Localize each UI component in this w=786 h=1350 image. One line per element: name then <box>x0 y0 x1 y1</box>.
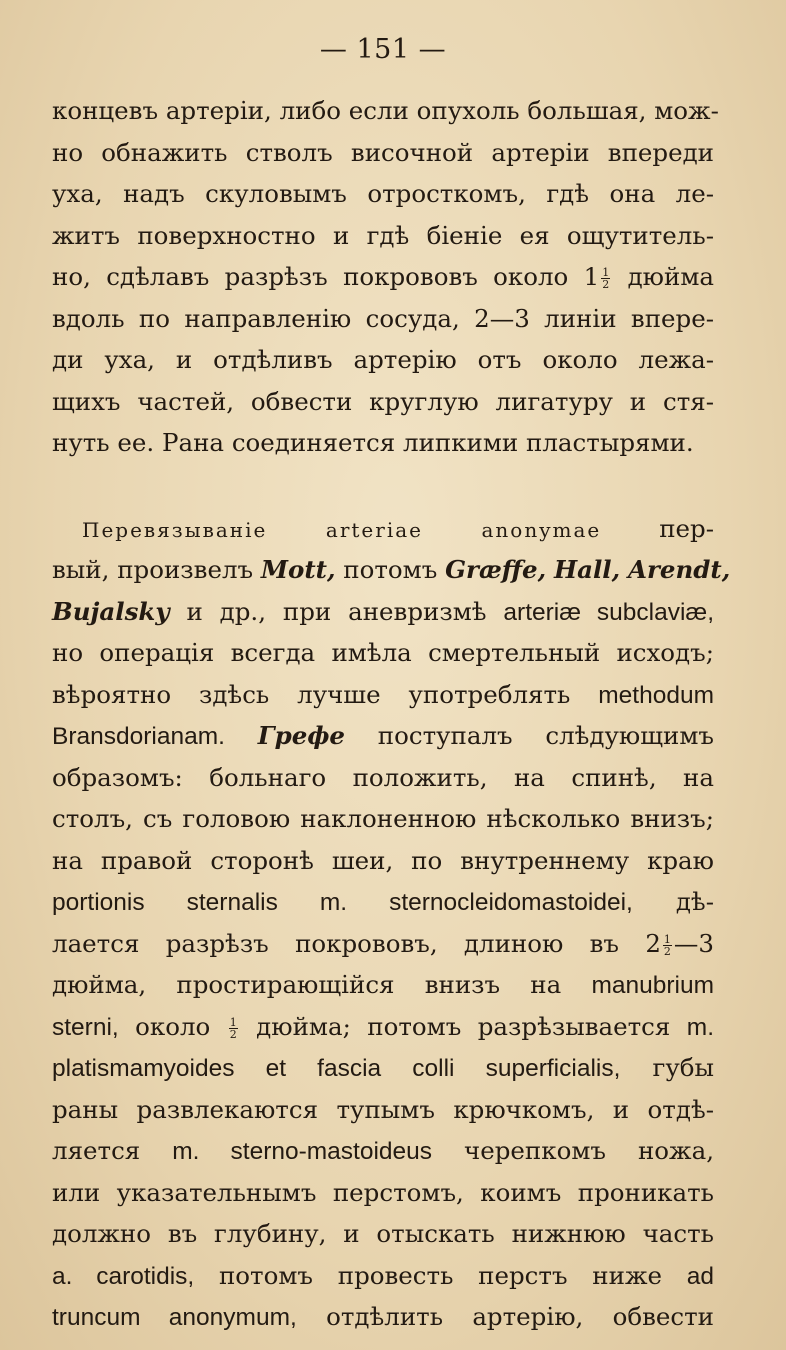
text-line: раны развлекаются тупымъ крючкомъ, и отдѣ- <box>52 1094 714 1124</box>
latin-term: sterni, <box>52 1013 119 1041</box>
text-segment: губы <box>620 1053 714 1082</box>
fraction-denominator: 2 <box>229 1027 237 1041</box>
text-segment: дюйма <box>612 262 715 291</box>
text-line <box>52 964 714 1006</box>
paragraph-temporal-artery <box>52 90 719 464</box>
text-line: но обнажить стволъ височной артерiи впереди <box>52 137 714 167</box>
latin-term: m. sterno-mastoideus <box>172 1138 433 1165</box>
text-segment: вый, произвелъ <box>52 555 261 584</box>
text-segment: черепкомъ ножа, <box>432 1136 714 1165</box>
surgeon-name: Hall, <box>553 555 621 584</box>
text-line: концевъ артерiи, либо если опухоль большая, мож- <box>52 96 719 125</box>
latin-term: platismamyoides et fascia colli superficialis, <box>52 1055 621 1082</box>
text-line <box>52 256 714 298</box>
text-segment: вѣроятно здѣсь лучше употреблять <box>52 679 599 709</box>
text-line: житъ поверхностно и гдѣ бiенiе ея ощутитель- <box>52 220 714 250</box>
surgeon-name: Bujalsky <box>52 596 170 626</box>
text-line: но операцiя всегда имѣла смертельный исходъ; <box>52 638 714 667</box>
surgeon-name: Грефе <box>257 721 346 750</box>
text-line <box>52 549 731 591</box>
text-segment: потомъ <box>335 555 446 584</box>
text-line <box>52 1047 714 1089</box>
text-line: или указательнымъ перстомъ, коимъ проникать <box>52 1177 714 1207</box>
fraction <box>601 267 610 290</box>
text-segment: дюйма; потомъ разрѣзывается <box>239 1011 687 1041</box>
text-line <box>52 1255 714 1297</box>
text-segment: поступалъ слѣдующимъ <box>345 721 715 750</box>
surgeon-name: Mott, <box>260 555 336 584</box>
text-line <box>52 1130 714 1172</box>
text-line: образомъ: больнаго положить, на спинѣ, на <box>52 762 714 792</box>
fraction-numerator: 1 <box>602 266 610 279</box>
fraction <box>229 1017 238 1040</box>
text-line <box>52 674 714 716</box>
text-segment: отдѣлить артерiю, обвести <box>296 1302 714 1331</box>
fraction-denominator: 2 <box>602 278 610 291</box>
text-line <box>52 881 714 923</box>
text-line <box>52 1296 714 1338</box>
paragraph-anonymous-artery <box>52 508 731 1338</box>
text-segment: но, сдѣлавъ разрѣзъ покрововъ около 1 <box>52 262 600 291</box>
fraction-numerator: 1 <box>229 1015 237 1029</box>
paragraph-gap <box>52 464 714 508</box>
text-segment: и др., при аневризмѣ <box>169 596 504 626</box>
text-segment: пер- <box>601 513 714 543</box>
text-line: нуть ее. Рана соединяется липкими пластырями. <box>52 428 694 457</box>
text-line: вдоль по направленiю сосуда, 2—3 линiи впере- <box>52 303 714 333</box>
text-line: должно въ глубину, и отыскать нижнюю часть <box>52 1219 714 1248</box>
text-segment: дѣ- <box>632 887 714 916</box>
text-line <box>52 1006 714 1048</box>
surgeon-name: Arendt, <box>627 555 731 584</box>
text-line: на правой сторонѣ шеи, по внутреннему краю <box>52 845 714 875</box>
surgeon-name: Græffe, <box>445 555 547 584</box>
fraction-numerator: 1 <box>663 932 671 946</box>
section-heading: Перевязыванiе arteriae anonymae <box>82 517 602 542</box>
fraction <box>663 934 672 957</box>
text-segment: лается разрѣзъ покрововъ, длиною въ 2 <box>52 928 661 958</box>
latin-term: Bransdorianam. <box>52 723 225 750</box>
text-line: уха, надъ скуловымъ отросткомъ, гдѣ она ле- <box>52 179 714 208</box>
latin-term: a. carotidis, <box>52 1262 195 1290</box>
latin-term: manubrium <box>591 972 714 999</box>
latin-term: ad <box>686 1262 714 1290</box>
latin-term: truncum anonymum, <box>52 1304 297 1331</box>
text-segment: дюйма, простирающiйся внизъ на <box>52 970 592 999</box>
text-line <box>52 715 714 757</box>
text-line <box>52 923 714 965</box>
page-number: — 151 — <box>319 34 447 65</box>
latin-term: m. <box>686 1013 715 1041</box>
text-line: ди уха, и отдѣливъ артерiю отъ около лежа- <box>52 345 714 374</box>
book-page <box>52 30 731 1338</box>
latin-term: methodum <box>598 681 714 709</box>
latin-term: portionis sternalis m. sternocleidomastoidei, <box>52 889 633 916</box>
fraction-denominator: 2 <box>663 944 671 958</box>
text-segment: ляется <box>52 1136 173 1165</box>
text-line <box>52 591 714 633</box>
latin-term: arteriæ subclaviæ, <box>503 598 715 626</box>
text-line: щихъ частей, обвести круглую лигатуру и стя- <box>52 386 714 416</box>
text-line: столъ, съ головою наклоненною нѣсколько внизъ; <box>52 804 714 833</box>
text-segment: около <box>118 1011 227 1041</box>
text-segment: потомъ провесть перстъ ниже <box>194 1260 687 1290</box>
text-line <box>52 508 714 550</box>
text-segment: —3 <box>673 928 714 958</box>
